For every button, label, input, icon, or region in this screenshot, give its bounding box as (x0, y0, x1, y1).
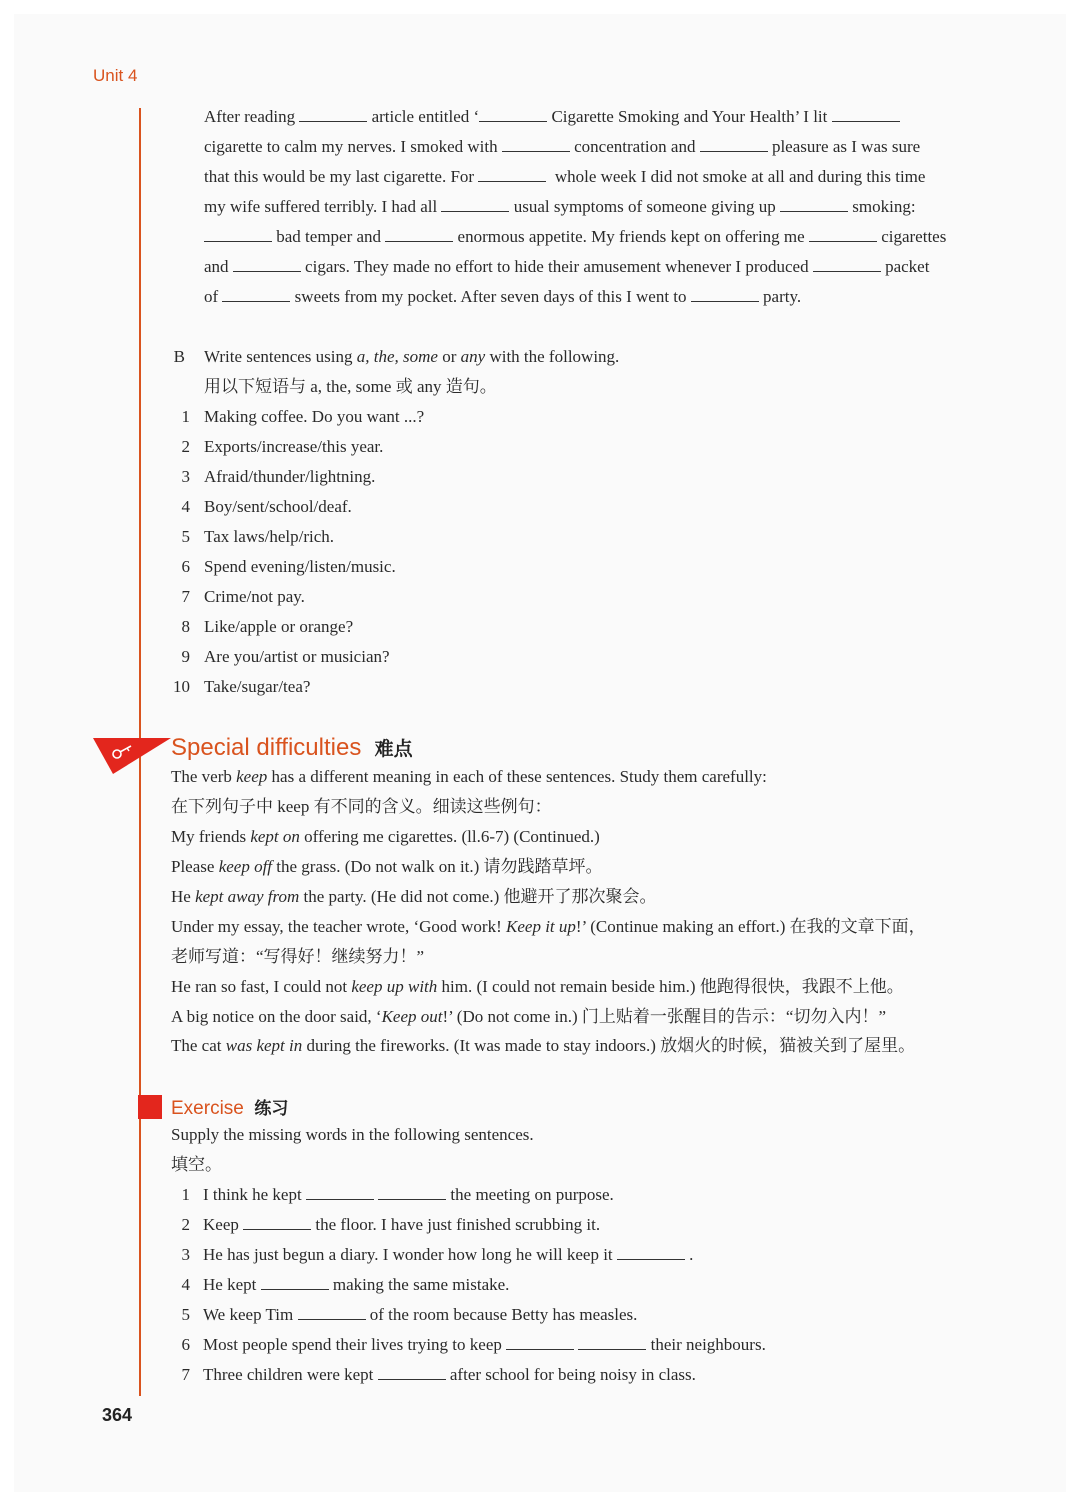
answer-blank[interactable] (378, 1185, 446, 1200)
item-number: 6 (181, 1335, 190, 1354)
item-number: 2 (181, 437, 190, 456)
exercise-item (203, 1364, 696, 1386)
answer-blank[interactable] (233, 257, 301, 272)
page-number: 364 (102, 1405, 133, 1425)
answer-blank[interactable] (700, 137, 768, 152)
exercise-instruction-cn: 填空。 (171, 1155, 222, 1174)
exercise-instruction: Supply the missing words in the following sentences. (171, 1125, 534, 1144)
exercise-text: the floor. I have just finished scrubbing it. (315, 1215, 601, 1234)
list-item: Tax laws/help/rich. (204, 527, 335, 546)
list-item: Boy/sent/school/deaf. (204, 497, 352, 516)
item-number: 3 (181, 1245, 190, 1264)
answer-blank[interactable] (298, 1305, 366, 1320)
answer-blank[interactable] (578, 1335, 646, 1350)
passage-line: that this would be my last cigarette. For whole week I did not smoke at all and during this time (204, 167, 926, 186)
exercise-text: of the room because Betty has measles. (369, 1305, 638, 1324)
exercise-text: He kept (203, 1275, 257, 1294)
answer-blank[interactable] (299, 107, 367, 122)
list-item: Spend evening/listen/music. (204, 557, 396, 576)
answer-blank[interactable] (832, 107, 900, 122)
answer-blank[interactable] (478, 167, 546, 182)
answer-blank[interactable] (691, 287, 759, 302)
exercise-text: Most people spend their lives trying to keep (203, 1335, 502, 1354)
example-sentence: Under my essay, the teacher wrote, ‘Good work! Keep it up!’ (Continue making an effort.) 在我的文章下面， (171, 917, 926, 936)
unit-label: Unit 4 (93, 66, 138, 85)
example-sentence: He kept away from the party. (He did not come.) 他避开了那次聚会。 (171, 887, 657, 906)
list-item: Take/sugar/tea? (204, 677, 311, 696)
exercise-text: . (689, 1245, 694, 1264)
answer-blank[interactable] (479, 107, 547, 122)
exercise-heading: Exercise 练习 (171, 1098, 289, 1119)
exercise-text: He has just begun a diary. I wonder how long he will keep it (203, 1245, 613, 1264)
item-number: 5 (181, 1305, 190, 1324)
passage-line: and cigars. They made no effort to hide their amusement whenever I produced packet (204, 257, 930, 276)
section-b-instruction-cn: 用以下短语与 a, the, some 或 any 造句。 (204, 377, 497, 396)
list-item: Are you/artist or musician? (204, 647, 390, 666)
special-intro-cn: 在下列句子中 keep 有不同的含义。细读这些例句： (171, 797, 552, 816)
exercise-item (203, 1244, 693, 1266)
special-intro: The verb keep has a different meaning in each of these sentences. Study them carefully: (171, 767, 767, 786)
exercise-text: their neighbours. (650, 1335, 766, 1354)
answer-blank[interactable] (441, 197, 509, 212)
example-sentence: My friends kept on offering me cigarettes. (ll.6-7) (Continued.) (171, 827, 600, 846)
list-item: Exports/increase/this year. (204, 437, 384, 456)
example-sentence-cont: 老师写道：“写得好！继续努力！” (171, 947, 425, 966)
section-b-instruction: Write sentences using a, the, some or any with the following. (204, 347, 620, 366)
item-number: 2 (181, 1215, 190, 1234)
passage-line: my wife suffered terribly. I had all usual symptoms of someone giving up smoking: (204, 197, 916, 216)
answer-blank[interactable] (306, 1185, 374, 1200)
item-number: 5 (181, 527, 190, 546)
item-number: 4 (181, 497, 190, 516)
exercise-text: making the same mistake. (332, 1275, 510, 1294)
answer-blank[interactable] (502, 137, 570, 152)
exercise-item (203, 1304, 637, 1326)
item-number: 7 (181, 587, 190, 606)
exercise-text: I think he kept (203, 1185, 302, 1204)
exercise-item (203, 1184, 614, 1206)
exercise-text: the meeting on purpose. (450, 1185, 614, 1204)
list-item: Afraid/thunder/lightning. (204, 467, 376, 486)
exercise-item (203, 1274, 509, 1296)
key-icon (93, 736, 173, 776)
item-number: 3 (181, 467, 190, 486)
exercise-item (203, 1334, 766, 1356)
special-difficulties-heading: Special difficulties 难点 (171, 734, 413, 761)
list-item: Crime/not pay. (204, 587, 305, 606)
item-number: 4 (181, 1275, 190, 1294)
example-sentence: Please keep off the grass. (Do not walk on it.) 请勿践踏草坪。 (171, 857, 603, 876)
answer-blank[interactable] (222, 287, 290, 302)
exercise-text: We keep Tim (203, 1305, 294, 1324)
example-sentence: He ran so fast, I could not keep up with him. (I could not remain beside him.) 他跑得很快，我跟不上他。 (171, 977, 904, 996)
answer-blank[interactable] (506, 1335, 574, 1350)
answer-blank[interactable] (780, 197, 848, 212)
item-number: 1 (181, 407, 190, 426)
item-number: 7 (181, 1365, 190, 1384)
exercise-text: after school for being noisy in class. (449, 1365, 696, 1384)
list-item: Making coffee. Do you want ...? (204, 407, 425, 426)
answer-blank[interactable] (617, 1245, 685, 1260)
passage-line: cigarette to calm my nerves. I smoked with concentration and pleasure as I was sure (204, 137, 921, 156)
exercise-text: Keep (203, 1215, 239, 1234)
passage-line: bad temper and enormous appetite. My friends kept on offering me cigarettes (204, 226, 988, 248)
exercise-marker (138, 1095, 162, 1119)
example-sentence: A big notice on the door said, ‘Keep out!’ (Do not come in.) 门上贴着一张醒目的告示：“切勿入内！” (171, 1007, 886, 1026)
answer-blank[interactable] (261, 1275, 329, 1290)
answer-blank[interactable] (378, 1365, 446, 1380)
item-number: 6 (181, 557, 190, 576)
passage-line: After reading article entitled ‘ Cigarette Smoking and Your Health’ I lit (204, 106, 988, 128)
item-number: 1 (181, 1185, 190, 1204)
answer-blank[interactable] (809, 227, 877, 242)
list-item: Like/apple or orange? (204, 617, 354, 636)
item-number: 8 (181, 617, 190, 636)
passage-line: of sweets from my pocket. After seven days of this I went to party. (204, 287, 802, 306)
exercise-item (203, 1214, 600, 1236)
item-number: 9 (181, 647, 190, 666)
item-number: 10 (173, 677, 190, 696)
section-letter: B (173, 347, 185, 366)
answer-blank[interactable] (813, 257, 881, 272)
answer-blank[interactable] (204, 227, 272, 242)
example-sentence: The cat was kept in during the fireworks. (It was made to stay indoors.) 放烟火的时候，猫被关到了屋里。 (171, 1036, 916, 1055)
answer-blank[interactable] (385, 227, 453, 242)
answer-blank[interactable] (243, 1215, 311, 1230)
exercise-text: Three children were kept (203, 1365, 374, 1384)
